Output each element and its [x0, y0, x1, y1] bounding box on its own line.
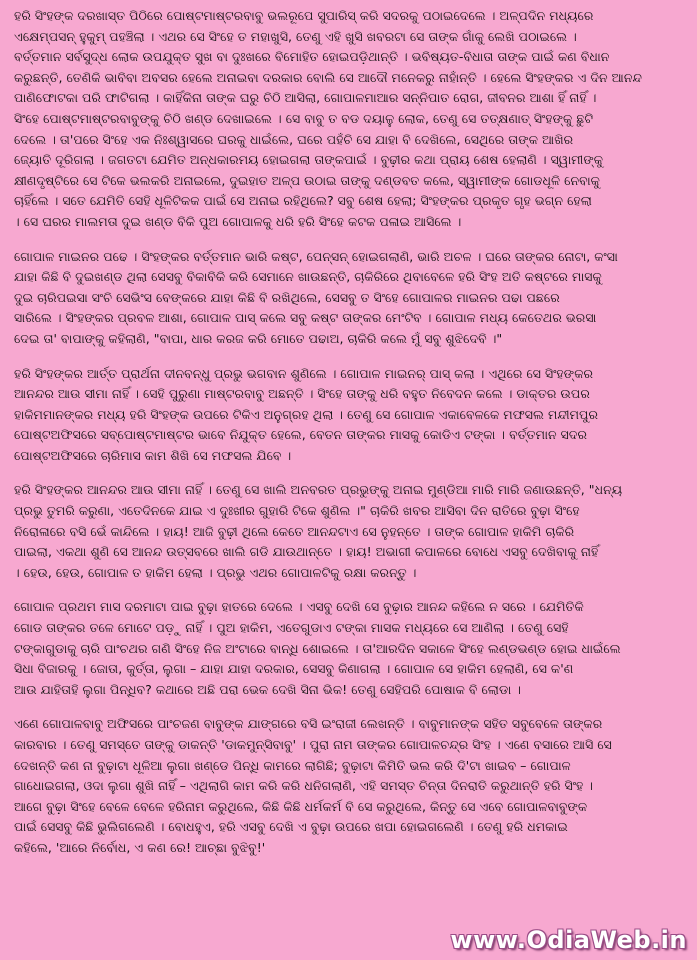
text-line: ସିଂହେ ପୋଷ୍ଟମାଷ୍ଟରବାବୁଙ୍କୁ ଚିଠି ଖଣ୍ଡ ଦେଖାଇଲେ । ସେ ବାବୁ ତ ବଡ ଦୟାଳୁ ଲୋକ, ତେଣୁ ସେ ତତ୍କ୍ଷଣାତ୍ ସିଂହଙ୍କୁ ଛୁଟି — [14, 110, 594, 126]
site-watermark: www.OdiaWeb.in — [450, 926, 687, 954]
text-line: ଦେଖନ୍ତି କଣ ନା ବୁଢ଼ାଟା ଧୂଳିଆ ଲୁଗା ଖଣ୍ଡେ ପିନ୍ଧି କାମରେ ଲାଗିଛି; ବୁଢ଼ାଟା କିମିତି ଭଲ କରି ଦି'ଟା ଖାଇବ – ଗୋପାଳ — [14, 757, 571, 773]
text-line: ଗୋପାଳ ପ୍ରଥମ ମାସ ଦରମାଟା ପାଇ ବୁଢ଼ା ହାତରେ ଦେଲେ । ଏସବୁ ଦେଖି ସେ ବୁଢ଼ାର ଆନନ୍ଦ କହିଲେ ନ ସରେ । ଯେମିତିକି — [14, 599, 584, 615]
text-line: କ୍ଷୀଣଦୃଷ୍ଟିରେ ସେ ଟିକେ ଭଲକରି ଅନାଇଲେ, ଦୁଇହାତ ଅଳ୍ପ ଉଠାଇ ତାଙ୍କୁ ଦଣ୍ଡବତ କଲେ, ସ୍ୱାମୀଙ୍କ ଗୋଡଧୂଳି ନେବାକୁ — [14, 172, 600, 188]
text-line: ଗୋପାଳ ମାଇନର ପଢେ । ସିଂହଙ୍କର ବର୍ତ୍ତମାନ ଭାରି କଷ୍ଟ, ପେନ୍‌ସନ୍ ହୋଇଗଲାଣି, ଭାରି ଅଚଳ । ଘରେ ତାଙ୍କର ନୋଟା, କଂସା — [14, 248, 618, 264]
text-line: ଯାହା କିଛି ବି ଦୁଇଖଣ୍ଡ ଥିଲା ସେସବୁ ବିକାବିକି କରି ସେମାନେ ଖାଉଛନ୍ତି, ଚାକିରିରେ ଥିବାବେଳେ ହରି ସିଂହ ଅତି କଷ୍ଟରେ ମାସକୁ — [14, 269, 602, 285]
text-line: ଚାହିଁଲେ । ସତେ ଯେମିତି ସେହି ଧୂଳିଟିକକ ପାଇଁ ସେ ଅନାଇ ରହିଥିଲେ? ସବୁ ଶେଷ ହେଲା; ସିଂହଙ୍କର ପ୍ରକୃତ ଗୃହ ଭଗ୍ନ ହେଲା — [14, 193, 592, 209]
text-line: ନିରୋଳାରେ ବସି ଭେଁ କାନ୍ଦିଲେ । ହାୟ! ଆଜି ବୁଢ଼ୀ ଥିଲେ କେତେ ଆନନ୍ଦଟାଏ ସେ ନୁହନ୍ତେ । ତାଙ୍କ ଗୋପାଳ ହାକିମି ଚାକିରି — [14, 523, 575, 539]
text-line: ବର୍ତ୍ତମାନ ସର୍ବସୁଦ୍ଧ ଲୋକ ଉପଯୁକ୍ତ ସୁଖ ବା ଦୁଃଖରେ ବିମୋହିତ ହୋଇପଡ଼ିଥାନ୍ତି । ଭବିଷ୍ୟତ-ବିଧାତା ତାଙ୍କ ପାଇଁ କଣ ବିଧାନ — [14, 49, 610, 65]
text-line: ସାରିଲେ । ସିଂହଙ୍କର ପ୍ରବଳ ଆଶା, ଗୋପାଳ ପାସ୍ କଲେ ସବୁ କଷ୍ଟ ତାଙ୍କର ମେଂଟିବ । ଗୋପାଳ ମଧ୍ୟ କେତେଥର ଭରସା — [14, 310, 597, 326]
paragraph-6 — [14, 714, 685, 858]
text-line: । ହେଉ, ହେଉ, ଗୋପାଳ ତ ହାକିମ ହେଲା । ପ୍ରଭୁ ଏଥର ଗୋପାଳଟିକୁ ରକ୍ଷା କରନ୍ତୁ । — [14, 564, 417, 580]
paragraph-4 — [14, 480, 685, 583]
text-line: ପ୍ରଭୁ ତୁମରି କରୁଣା, ଏତେଦିନକେ ଯାଇ ଏ ଦୁଃଖୀର ଗୁହାରି ଟିକେ ଶୁଣିଲ ।" ଚାକିରି ଖବର ଆସିବା ଦିନ ରାତିରେ ବୁଢ଼ା ସିଂହେ — [14, 503, 580, 519]
paragraph-1 — [14, 6, 685, 233]
paragraph-2 — [14, 247, 685, 350]
text-line: ଏଣେ ଗୋପାଳବାବୁ ଅଫିସରେ ପାଂଚଜଣ ବାବୁଙ୍କ ଯାଙ୍ଗରେ ବସି ଇଂରାଜୀ ଲେଖନ୍ତି । ବାବୁମାନଙ୍କ ସହିତ ସବୁବେଳେ ତାଙ୍କର — [14, 716, 603, 732]
text-line: ଏକ୍ଷେମ୍‌ପସନ୍ ହୁକୁମ୍ ପହଞ୍ଚିଲା । ଏଥର ସେ ସିଂହେ ତ ମହାଖୁସି, ତେଣୁ ଏହି ଖୁସି ଖବରଟା ସେ ତାଙ୍କ ଗାଁକୁ ଲେଖି ପଠାଇଲେ । — [14, 28, 577, 44]
text-line: ପାଇଁ ସେସବୁ କିଛି ଭୁଲିଗଲେଣି । ବୋଧହୁଏ, ହରି ଏସବୁ ଦେଖି ଏ ବୁଢ଼ା ଉପରେ ଖପା ହୋଇଗଲେଣି । ତେଣୁ ହରି ଧମକାଇ — [14, 819, 568, 835]
text-line: କରୁଛନ୍ତି, ତେଣିକି ଭାବିବା ଅବସର ହେଲେ ଅନାଇବା ଦରକାର ବୋଲି ସେ ଆଦୌ ମନେକରୁ ନାହାଁନ୍ତି । ହେଲେ ସିଂହଙ୍କର ଏ ଦିନ ଆନନ୍ଦ — [14, 69, 643, 85]
text-line: ଗାଧୋଇଗଲା, ଓଦା ଲୁଗା ଶୁଖି ନାହିଁ – ଏଥିଲାଗି କାମ କରି କରି ଧନିଗଲାଣି, ଏହି ସମସ୍ତ ଚିନ୍ତା ଦିନରାତି କରୁଥାନ୍ତି ହରି ସିଂହ । — [14, 778, 594, 794]
paragraph-5 — [14, 597, 685, 700]
text-line: ଆଉ ଯାହିତାହି ଲୁଗା ପିନ୍ଧିବ? କଥାରେ ଅଛି ପରା ଭେକ ଦେଖି ସିନା ଭିକ! ତେଣୁ ସେହିପରି ପୋଷାକ ବି ଲୋଡା । — [14, 681, 521, 697]
text-line: ଦୁଇ ଚାରିପଇସା ସଂଚି ସେଭିଂସ ବେଙ୍କରେ ଯାହା କିଛି ବି ରଖିଥିଲେ, ସେସବୁ ତ ସିଂହେ ଗୋପାଳର ମାଇନର ପଢା ପଛରେ — [14, 289, 560, 305]
text-line: ଆଗେ ବୁଢ଼ା ସିଂହେ ବେଳେ ବେଳେ ହରିନାମ କରୁଥିଲେ, କିଛି କିଛି ଧର୍ମକର୍ମ ବି ସେ କରୁଥିଲେ, କିନ୍ତୁ ସେ ଏବେ ଗୋପାଳବାବୁଙ୍କ — [14, 798, 588, 814]
text-line: ହରି ସିଂହଙ୍କ ଦରଖାସ୍ତ ପିଠିରେ ପୋଷ୍ଟମାଷ୍ଟରବାବୁ ଭଲରୂପେ ସୁପାରିସ୍ କରି ସଦରକୁ ପଠାଇଦେଲେ । ଅଳ୍ପଦିନ ମଧ୍ୟରେ — [14, 8, 594, 23]
text-line: ଦେଇ ତା' ବାପାଙ୍କୁ କହିଲାଣି, "ବାପା, ଧାର କରଜ କରି ମୋତେ ପଢାଅ, ଚାକିରି କଲେ ମୁଁ ସବୁ ଶୁଝିଦେବି ।" — [14, 330, 503, 346]
text-line: ଟଙ୍କାଗୁଡାକୁ ଚାରି ପାଂଚଥର ଗଣି ସିଂହେ ନିଜ ଅଂଟାରେ ବାନ୍ଧି ଶୋଇଲେ । ତା'ଆରଦିନ ସକାଳେ ସିଂହେ ଲଣ୍ଡଭଣ୍ଡ ହୋଇ ଧାଇଁଲେ — [14, 640, 621, 656]
text-line: ଆନନ୍ଦର ଆଉ ସୀମା ନାହିଁ । ସେହି ପୁରୁଣା ମାଷ୍ଟରବାବୁ ଅଛନ୍ତି । ସିଂହେ ତାଙ୍କୁ ଧରି ବହୁତ ନିବେଦନ କଲେ । ଡାକ୍ତର ଉପର — [14, 386, 590, 402]
text-line: ଦେଲେ । ତା'ପରେ ସିଂହେ ଏକ ନିଃଶ୍ୱାସରେ ଘରକୁ ଧାଇଁଲେ, ଘରେ ପହଁଚି ସେ ଯାହା ବି ଦେଖିଲେ, ସେଥିରେ ତାଙ୍କ ଆଖିର — [14, 131, 574, 147]
text-line: ହରି ସିଂହଙ୍କର ଆର୍ତ୍ତ ପ୍ରାର୍ଥନା ଦୀନବନ୍ଧୁ ପ୍ରଭୁ ଭଗବାନ ଶୁଣିଲେ । ଗୋପାଳ ମାଇନର୍ ପାସ୍ କଲା । ଏଥିରେ ସେ ସିଂହଙ୍କର — [14, 365, 594, 381]
text-line: ଗୋଡ ତାଙ୍କର ତଳେ ମୋଟେ ପଡ଼ୁ ନାହିଁ । ପୁଅ ହାକିମ, ଏତେଗୁଡାଏ ଟଙ୍କା ମାସକ ମଧ୍ୟରେ ସେ ଆଣିଲା । ତେଣୁ ସେହି — [14, 620, 569, 636]
text-line: ପୋଷ୍ଟଅଫିସରେ ସବ୍‌ପୋଷ୍ଟମାଷ୍ଟର ଭାବେ ନିଯୁକ୍ତ ହେଲେ, ବେତନ ତାଙ୍କର ମାସକୁ କୋଡିଏ ଟଙ୍କା । ବର୍ତ୍ତମାନ ସଦର — [14, 427, 588, 443]
text-line: ହରି ସିଂହଙ୍କର ଆନନ୍ଦର ଆଉ ସୀମା ନାହିଁ । ତେଣୁ ସେ ଖାଲି ଅନବରତ ପ୍ରଭୁଙ୍କୁ ଅନାଇ ମୁଣ୍ଡିଆ ମାରି ମାରି ଜଣାଉଛନ୍ତି, "ଧନ୍ୟ — [14, 482, 623, 498]
text-line: କାରବାର । ତେଣୁ ସମସ୍ତେ ତାଙ୍କୁ ଡାକନ୍ତି 'ଡାକମୁନ୍ସିବାବୁ' । ପୁରା ନାମ ତାଙ୍କର ଗୋପାଳଚନ୍ଦ୍ର ସିଂହ । ଏଣେ ବସାରେ ଆସି ସେ — [14, 737, 612, 752]
paragraph-3 — [14, 364, 685, 467]
text-line: ପାଣିଫୋଟକା ପରି ଫାଟିଗଲା । କାହିଁକିନା ତାଙ୍କ ଘରୁ ଚିଠି ଆସିଲା, ଗୋପାଳମାଆର ସନ୍ନିପାତ ରୋଗ, ଜୀବନର ଆଶା ହିଁ ନାହିଁ । — [14, 90, 597, 106]
text-line: ପୋଷ୍ଟଅଫିସରେ ଚାରିମାସ କାମ ଶିଖି ସେ ମଫସଲ ଯିବେ । — [14, 447, 292, 463]
text-line: ସିଧା ବିଜାରକୁ । ଜୋତା, କୁର୍ତ୍ତା, ଲୁଗା – ଯାହା ଯାହା ଦରକାର, ସେସବୁ କିଣାଗଲା । ଗୋପାଳ ସେ ହାକିମ ହେଲାଣି, ସେ କ'ଣ — [14, 661, 574, 677]
text-line: ଜ୍ୟୋତି ଦୂରିଗଲା । ଜଗତଟା ଯେମିତ ଅନ୍ଧକାରମୟ ହୋଇଗଲା ତାଙ୍କପାଇଁ । ବୁଢ଼ୀର କଥା ପ୍ରାୟ ଶେଷ ହେଲାଣି । ସ୍ୱାମୀଙ୍କୁ — [14, 152, 604, 168]
text-line: । ସେ ଘରର ମାଲମତା ଦୁଇ ଖଣ୍ଡ ବିକି ପୁଅ ଗୋପାଳକୁ ଧରି ହରି ସିଂହେ କଟକ ପଳାଇ ଆସିଲେ । — [14, 213, 462, 229]
text-line: କହିଲେ, 'ଆରେ ନିର୍ବୋଧ, ଏ କଣ ରେ! ଆଚ୍ଛା ବୁଝିବୁ!' — [14, 839, 266, 855]
text-line: ହାକିମମାନଙ୍କର ମଧ୍ୟ ହରି ସିଂହଙ୍କ ଉପରେ ଟିକିଏ ଅନୁଗ୍ରହ ଥିଲା । ତେଣୁ ସେ ଗୋପାଳ ଏକାବେଳକେ ମଫସଲ ମନ୍ଦୀମପୁର — [14, 406, 599, 422]
text-line: ପାଇଲା, ଏକଥା ଶୁଣି ସେ ଆନନ୍ଦ ଉତ୍ସବରେ ଖାଲି ଗଡି ଯାଉଥାନ୍ତେ । ହାୟ! ଅଭାଗୀ କପାଳରେ ବୋଧେ ଏସବୁ ଦେଖିବାକୁ ନାହିଁ — [14, 544, 599, 560]
